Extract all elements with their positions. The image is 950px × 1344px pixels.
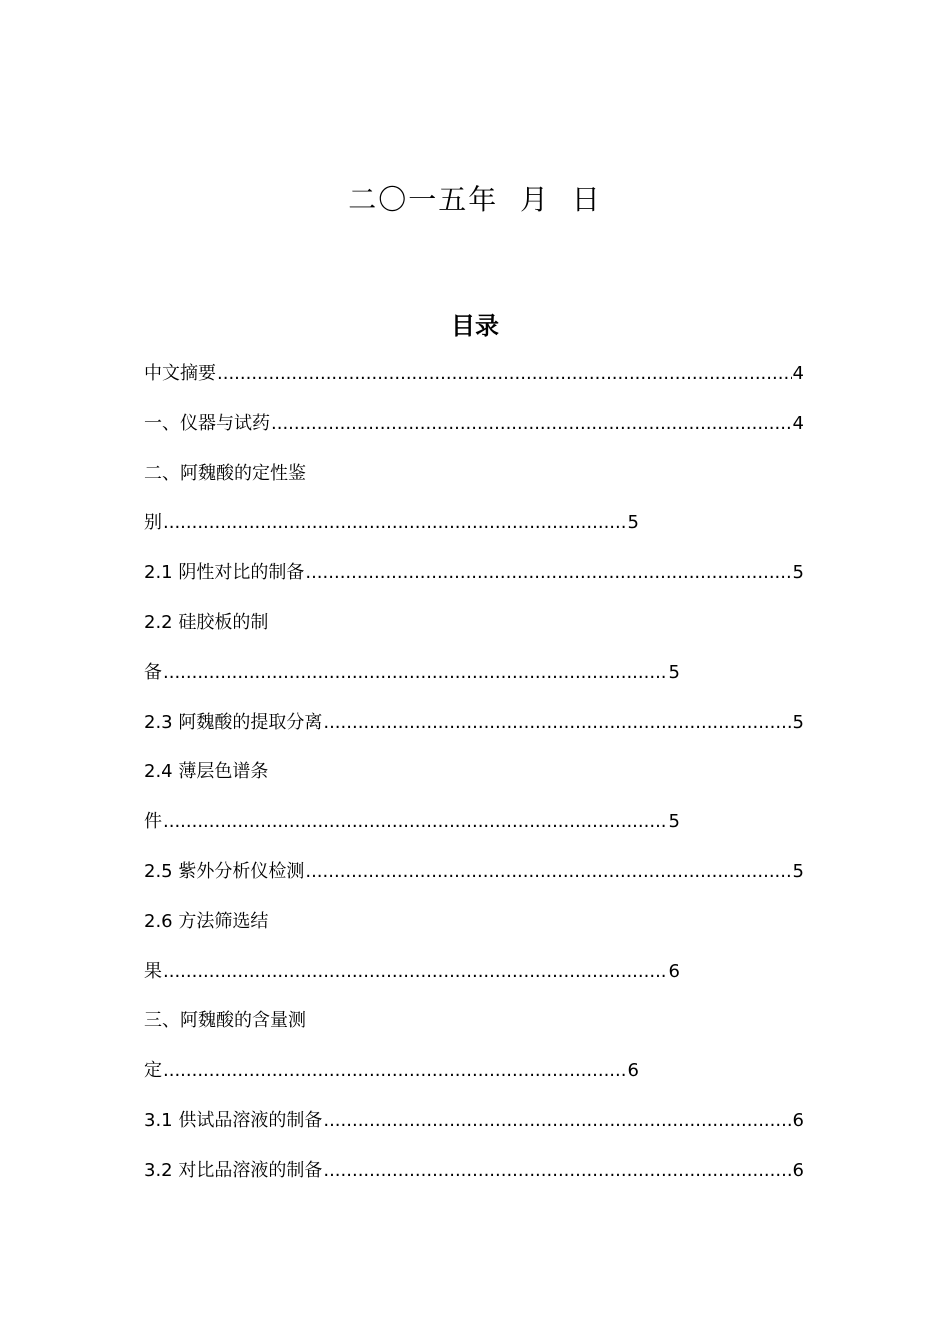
toc-page-number: 6 [792,1159,804,1181]
toc-entry[interactable] [144,754,804,804]
toc-page-number: 5 [792,711,804,733]
toc-entry-label: 一、仪器与试药 [144,412,270,434]
toc-entry[interactable] [144,655,680,705]
toc-leader-dots [163,954,668,990]
toc-entry-label: 2.1 阴性对比的制备 [144,562,305,584]
toc-entry[interactable] [144,406,804,456]
toc-entry[interactable] [144,1053,639,1103]
toc-entry[interactable] [144,605,804,655]
toc-leader-dots [217,356,792,392]
toc-page-number: 5 [792,860,804,882]
toc-leader-dots [163,1053,627,1089]
toc-leader-dots [163,804,668,840]
toc-page-number: 5 [668,661,680,683]
toc-entry[interactable] [144,1003,804,1053]
toc-leader-dots [163,505,627,541]
toc-leader-dots [163,655,668,691]
toc-entry-label: 件 [144,811,162,833]
toc-entry-label: 二、阿魏酸的定性鉴 [144,462,306,484]
toc-entry[interactable] [144,1103,804,1153]
toc-page-number: 4 [792,412,804,434]
toc-entry[interactable] [144,555,804,605]
toc-entry-label: 三、阿魏酸的含量测 [144,1010,306,1032]
toc-entry-label: 定 [144,1060,162,1082]
toc-page-number: 6 [792,1109,804,1131]
toc-page-number: 5 [792,562,804,584]
toc-entry-label: 备 [144,661,162,683]
toc-page-number: 6 [668,960,680,982]
toc-page-number: 5 [668,811,680,833]
toc-leader-dots [323,1153,791,1189]
toc-title: 目录 [451,312,499,340]
toc-entry[interactable] [144,505,639,555]
toc-entry-label: 3.1 供试品溶液的制备 [144,1109,323,1131]
toc-entry[interactable] [144,356,804,406]
toc-entry-label: 中文摘要 [144,363,216,384]
toc-entry[interactable] [144,904,804,954]
toc-leader-dots [305,555,791,591]
toc-entry[interactable] [144,804,680,854]
toc-page-number: 5 [627,512,639,534]
toc-entry-label: 果 [144,960,162,982]
toc-entry-label: 2.5 紫外分析仪检测 [144,860,305,882]
toc-leader-dots [323,705,791,741]
toc-entry-label: 别 [144,512,162,534]
toc-entry[interactable] [144,954,680,1004]
toc-entry-label: 3.2 对比品溶液的制备 [144,1159,323,1181]
toc-leader-dots [271,406,792,442]
table-of-contents [144,356,804,1203]
toc-entry[interactable] [144,456,804,506]
toc-entry[interactable] [144,854,804,904]
toc-page-number: 6 [627,1060,639,1082]
toc-page-number: 4 [792,363,804,384]
toc-entry-label: 2.2 硅胶板的制 [144,611,269,633]
toc-entry-label: 2.3 阿魏酸的提取分离 [144,711,323,733]
toc-entry[interactable] [144,1153,804,1203]
toc-entry-label: 2.4 薄层色谱条 [144,761,269,783]
toc-entry[interactable] [144,705,804,755]
toc-entry-label: 2.6 方法筛选结 [144,910,269,932]
toc-leader-dots [305,854,791,890]
toc-leader-dots [323,1103,791,1139]
date-line: 二〇一五年 月 日 [348,183,602,216]
